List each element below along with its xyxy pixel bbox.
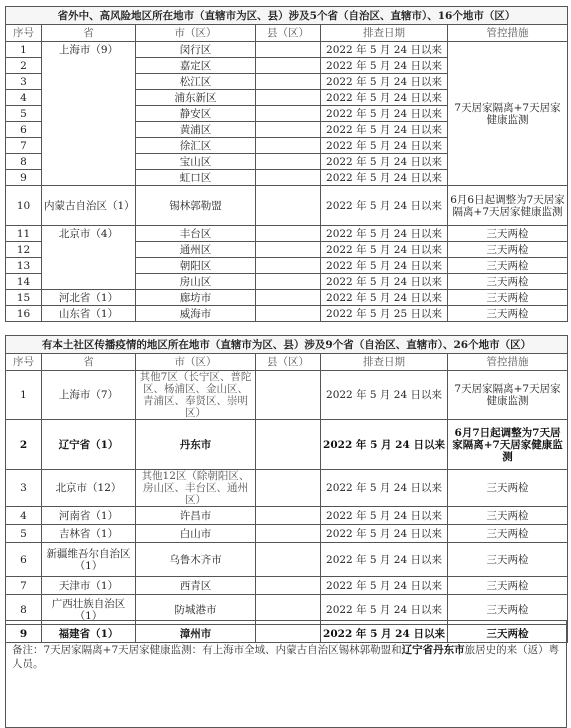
row-number: 16	[6, 306, 42, 322]
county-cell	[256, 122, 321, 138]
city-cell: 宝山区	[136, 154, 256, 170]
city-cell: 松江区	[136, 74, 256, 90]
province-cell: 北京市（12）	[42, 470, 136, 507]
column-header: 省	[42, 25, 136, 42]
column-header: 县（区）	[256, 25, 321, 42]
date-cell: 2022 年 5 月 24 日以来	[321, 470, 448, 507]
province-cell: 新疆维吾尔自治区（1）	[42, 543, 136, 577]
column-header: 排查日期	[321, 25, 448, 42]
city-cell: 锡林郭勒盟	[136, 186, 256, 226]
column-header: 市（区）	[136, 25, 256, 42]
city-cell: 静安区	[136, 106, 256, 122]
date-cell: 2022 年 5 月 24 日以来	[321, 170, 448, 186]
county-cell	[256, 274, 321, 290]
city-cell: 通州区	[136, 242, 256, 258]
row-number: 8	[6, 154, 42, 170]
header-row	[6, 354, 568, 371]
row-number: 9	[6, 170, 42, 186]
table-row	[6, 226, 568, 242]
measure-cell: 三天两检	[448, 625, 568, 643]
measure-cell: 三天两检	[448, 470, 568, 507]
row-number: 14	[6, 274, 42, 290]
row-number: 3	[6, 74, 42, 90]
city-cell: 乌鲁木齐市	[136, 543, 256, 577]
row-number: 15	[6, 290, 42, 306]
city-cell: 朝阳区	[136, 258, 256, 274]
city-cell: 徐汇区	[136, 138, 256, 154]
table-row	[6, 186, 568, 226]
date-cell: 2022 年 5 月 24 日以来	[321, 122, 448, 138]
county-cell	[256, 74, 321, 90]
county-cell	[256, 90, 321, 106]
county-cell	[256, 226, 321, 242]
city-cell: 廊坊市	[136, 290, 256, 306]
province-cell: 广西壮族自治区（1）	[42, 595, 136, 625]
province-cell: 辽宁省（1）	[42, 420, 136, 470]
measure-cell: 三天两检	[448, 577, 568, 595]
county-cell	[256, 577, 321, 595]
row-number: 8	[6, 595, 42, 625]
date-cell: 2022 年 5 月 24 日以来	[321, 543, 448, 577]
table-row	[6, 577, 568, 595]
county-cell	[256, 525, 321, 543]
row-number: 2	[6, 58, 42, 74]
row-number: 7	[6, 138, 42, 154]
date-cell: 2022 年 5 月 24 日以来	[321, 274, 448, 290]
table-row	[6, 371, 568, 420]
city-cell: 丰台区	[136, 226, 256, 242]
column-header: 序号	[6, 354, 42, 371]
table-row	[6, 306, 568, 322]
date-cell: 2022 年 5 月 24 日以来	[321, 58, 448, 74]
city-cell: 嘉定区	[136, 58, 256, 74]
date-cell: 2022 年 5 月 25 日以来	[321, 306, 448, 322]
column-header: 市（区）	[136, 354, 256, 371]
city-cell: 许昌市	[136, 507, 256, 525]
measure-cell: 7天居家隔离+7天居家健康监测	[448, 371, 568, 420]
date-cell: 2022 年 5 月 24 日以来	[321, 525, 448, 543]
table-row	[6, 290, 568, 306]
county-cell	[256, 258, 321, 274]
date-cell: 2022 年 5 月 24 日以来	[321, 242, 448, 258]
date-cell: 2022 年 5 月 24 日以来	[321, 258, 448, 274]
table-title: 有本土社区传播疫情的地区所在地市（直辖市为区、县）涉及9个省（自治区、直辖市）、26个地市（区）	[6, 336, 568, 354]
city-cell: 白山市	[136, 525, 256, 543]
province-cell: 河北省（1）	[42, 290, 136, 306]
row-number: 12	[6, 242, 42, 258]
province-cell: 福建省（1）	[42, 625, 136, 643]
date-cell: 2022 年 5 月 24 日以来	[321, 138, 448, 154]
row-number: 13	[6, 258, 42, 274]
row-number: 5	[6, 525, 42, 543]
row-number: 3	[6, 470, 42, 507]
table-title: 省外中、高风险地区所在地市（直辖市为区、县）涉及5个省（自治区、直辖市）、16个地市（区）	[6, 7, 568, 25]
row-number: 4	[6, 507, 42, 525]
date-cell: 2022 年 5 月 24 日以来	[321, 420, 448, 470]
city-cell: 浦东新区	[136, 90, 256, 106]
province-cell: 山东省（1）	[42, 306, 136, 322]
date-cell: 2022 年 5 月 24 日以来	[321, 74, 448, 90]
date-cell: 2022 年 5 月 24 日以来	[321, 577, 448, 595]
measure-cell: 三天两检	[448, 258, 568, 274]
city-cell: 黄浦区	[136, 122, 256, 138]
province-cell: 天津市（1）	[42, 577, 136, 595]
province-cell: 内蒙古自治区（1）	[42, 186, 136, 226]
row-number: 6	[6, 122, 42, 138]
table-title-row	[6, 336, 568, 354]
row-number: 1	[6, 371, 42, 420]
row-number: 2	[6, 420, 42, 470]
column-header: 管控措施	[448, 25, 568, 42]
city-cell: 其他7区（长宁区、普陀区、杨浦区、金山区、青浦区、奉贤区、崇明区）	[136, 371, 256, 420]
date-cell: 2022 年 5 月 24 日以来	[321, 106, 448, 122]
column-header: 序号	[6, 25, 42, 42]
measure-cell: 三天两检	[448, 290, 568, 306]
column-header: 县（区）	[256, 354, 321, 371]
province-cell: 上海市（7）	[42, 371, 136, 420]
city-cell: 房山区	[136, 274, 256, 290]
county-cell	[256, 543, 321, 577]
city-cell: 虹口区	[136, 170, 256, 186]
table-row	[6, 543, 568, 577]
province-cell: 吉林省（1）	[42, 525, 136, 543]
date-cell: 2022 年 5 月 24 日以来	[321, 625, 448, 643]
note-suffix: 旅居史的来（返）粤人员。	[12, 644, 560, 670]
row-number: 7	[6, 577, 42, 595]
date-cell: 2022 年 5 月 24 日以来	[321, 186, 448, 226]
row-number: 5	[6, 106, 42, 122]
county-cell	[256, 186, 321, 226]
county-cell	[256, 154, 321, 170]
row-number: 4	[6, 90, 42, 106]
measure-cell: 三天两检	[448, 543, 568, 577]
row-number: 9	[6, 625, 42, 643]
county-cell	[256, 290, 321, 306]
county-cell	[256, 371, 321, 420]
county-cell	[256, 306, 321, 322]
province-cell: 河南省（1）	[42, 507, 136, 525]
city-cell: 闵行区	[136, 42, 256, 58]
date-cell: 2022 年 5 月 24 日以来	[321, 371, 448, 420]
table-row	[6, 507, 568, 525]
city-cell: 丹东市	[136, 420, 256, 470]
column-header: 管控措施	[448, 354, 568, 371]
measure-cell: 三天两检	[448, 226, 568, 242]
table-row	[6, 42, 568, 58]
measure-cell: 三天两检	[448, 507, 568, 525]
county-cell	[256, 170, 321, 186]
measure-cell: 三天两检	[448, 595, 568, 625]
date-cell: 2022 年 5 月 24 日以来	[321, 507, 448, 525]
county-cell	[256, 470, 321, 507]
date-cell: 2022 年 5 月 24 日以来	[321, 42, 448, 58]
note-prefix: 备注：7天居家隔离+7天居家健康监测：有上海市全域、内蒙古自治区锡林郭勒盟和	[12, 644, 402, 656]
province-cell: 上海市（9）	[42, 42, 136, 186]
county-cell	[256, 420, 321, 470]
row-number: 1	[6, 42, 42, 58]
city-cell: 漳州市	[136, 625, 256, 643]
table-community-spread-areas	[5, 335, 568, 643]
province-cell: 北京市（4）	[42, 226, 136, 290]
table-row	[6, 420, 568, 470]
county-cell	[256, 242, 321, 258]
table-title-row	[6, 7, 568, 25]
measure-cell: 6月6日起调整为7天居家隔离+7天居家健康监测	[448, 186, 568, 226]
date-cell: 2022 年 5 月 24 日以来	[321, 226, 448, 242]
county-cell	[256, 507, 321, 525]
city-cell: 防城港市	[136, 595, 256, 625]
table-row	[6, 525, 568, 543]
city-cell: 其他12区（除朝阳区、房山区、丰台区、通州区）	[136, 470, 256, 507]
measure-cell: 6月7日起调整为7天居家隔离+7天居家健康监测	[448, 420, 568, 470]
column-header: 省	[42, 354, 136, 371]
measure-cell: 7天居家隔离+7天居家健康监测	[448, 42, 568, 186]
date-cell: 2022 年 5 月 24 日以来	[321, 595, 448, 625]
column-header: 排查日期	[321, 354, 448, 371]
measure-cell: 三天两检	[448, 525, 568, 543]
row-number: 10	[6, 186, 42, 226]
table-row	[6, 470, 568, 507]
city-cell: 威海市	[136, 306, 256, 322]
footnote	[5, 620, 567, 728]
table-high-risk-areas	[5, 6, 568, 322]
county-cell	[256, 42, 321, 58]
county-cell	[256, 58, 321, 74]
date-cell: 2022 年 5 月 24 日以来	[321, 290, 448, 306]
date-cell: 2022 年 5 月 24 日以来	[321, 154, 448, 170]
city-cell: 西青区	[136, 577, 256, 595]
measure-cell: 三天两检	[448, 274, 568, 290]
header-row	[6, 25, 568, 42]
date-cell: 2022 年 5 月 24 日以来	[321, 90, 448, 106]
row-number: 11	[6, 226, 42, 242]
county-cell	[256, 138, 321, 154]
measure-cell: 三天两检	[448, 306, 568, 322]
row-number: 6	[6, 543, 42, 577]
note-highlight: 辽宁省丹东市	[401, 644, 465, 656]
county-cell	[256, 106, 321, 122]
measure-cell: 三天两检	[448, 242, 568, 258]
